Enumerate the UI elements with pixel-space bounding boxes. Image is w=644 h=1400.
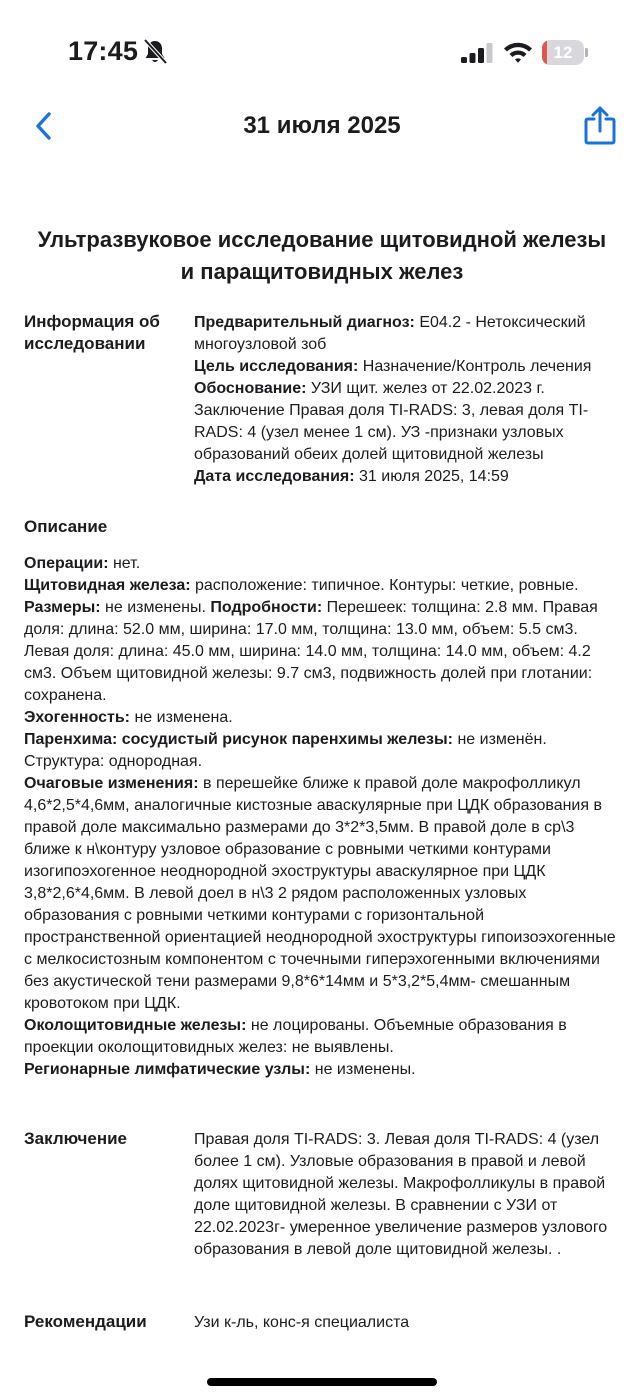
diagnosis-row (194, 312, 626, 356)
diagnosis-label: Предварительный диагноз: (194, 314, 415, 331)
basis-label: Обоснование: (194, 380, 307, 397)
share-button[interactable] (580, 104, 620, 146)
details-value: Перешеек: толщина: 2.8 мм. Правая доля: длина: 52.0 мм, ширина: 17.0 мм, толщина: 13.0 мм, объем: 5.5 см3. Левая доля: длина: 45.0 мм, ширина: 14.0 мм, толщина: 14.0 мм, объем: 4.2 см3. Объем щитовидной железы: 9.7 см3, подвижность долей при глотании: сохранена. (24, 599, 598, 704)
page-title: 31 июля 2025 (243, 112, 401, 139)
wifi-icon (503, 40, 533, 64)
recommendations-value: Узи к-ль, конс-я специалиста (194, 1314, 410, 1331)
focal-changes-row (24, 773, 624, 1015)
parathyroid-row (24, 1015, 624, 1059)
echogenicity-label: Эхогенность: (24, 709, 131, 726)
operations-value: нет. (108, 555, 141, 572)
sizes-label: Размеры: (24, 599, 101, 616)
details-label: Подробности: (210, 599, 323, 616)
status-bar (0, 0, 644, 100)
parenchyma-row (24, 729, 624, 773)
home-indicator[interactable] (207, 1378, 437, 1386)
share-icon (580, 104, 620, 146)
status-time: 17:45 (68, 36, 139, 66)
sizes-row (24, 597, 624, 707)
parathyroid-label: Околощитовидные железы: (24, 1017, 247, 1034)
document-title: Ультразвуковое исследование щитовидной железы и паращитовидных желез (37, 227, 607, 284)
parenchyma-value: не изменён. Структура: однородная. (24, 731, 547, 770)
focal-changes-value: в перешейке ближе к правой доле макрофолликул 4,6*2,5*4,6мм, аналогичные кистозные аваскулярные при ЦДК образования в правой доле максимально размерами до 3*2*3,5мм. В правой доле в ср\3 ближе к н\контуру узловое образование с ровными четкими контурами изогипоэхогенное неоднородной эхоструктуры аваскулярное при ЦДК 3,8*2,6*4,6мм. В левой доел в н\3 2 рядом расположенных узловых образования с ровными четкими контурами с горизонтальной пространственной ориентацией неоднородной эхоструктуры гипоизоэхогенные с мелкосистозным компонентом с точечными гиперэхогенными включениями без акустической тени размерами 9,8*6*14мм и 5*3,2*5,4мм- смешанным кровотоком при ЦДК. (24, 775, 616, 1012)
operations-label: Операции: (24, 555, 109, 572)
date-row (194, 466, 626, 488)
battery-level: 12 (553, 43, 573, 62)
info-section-label: Информация об исследовании (24, 312, 160, 353)
sizes-value: не изменены. (100, 599, 211, 616)
battery-tip (585, 48, 588, 57)
purpose-value: Назначение/Контроль лечения (358, 358, 592, 375)
echogenicity-value: не изменена. (130, 709, 233, 726)
focal-changes-label: Очаговые изменения: (24, 775, 199, 792)
info-section-content (194, 312, 626, 488)
thyroid-row (24, 575, 624, 597)
conclusion-label: Заключение (24, 1129, 127, 1148)
basis-value: УЗИ щит. желез от 22.02.2023 г. Заключение Правая доля TI-RADS: 3, левая доля TI-RADS: 4 (узел менее 1 см). УЗ -признаки узловых образований обеих долей щитовидной железы (194, 380, 589, 463)
conclusion-value: Правая доля TI-RADS: 3. Левая доля TI-RADS: 4 (узел более 1 см). Узловые образования в правой и левой долях щитовидной железы. Макрофолликулы в правой доле щитовидной железы. В сравнении с УЗИ от 22.02.2023г- умеренное увеличение размеров узлового образования в левой доле щитовидной железы. . (194, 1131, 608, 1258)
cellular-signal-icon (461, 43, 493, 63)
thyroid-label: Щитовидная железа: (24, 577, 191, 594)
parenchyma-label: Паренхима: сосудистый рисунок паренхимы железы: (24, 731, 453, 748)
date-label: Дата исследования: (194, 468, 355, 485)
diagnosis-value: E04.2 - Нетоксический многоузловой зоб (194, 314, 586, 353)
date-value: 31 июля 2025, 14:59 (354, 468, 509, 485)
battery-body (542, 40, 584, 65)
lymph-nodes-row (24, 1059, 624, 1081)
lymph-nodes-value: не изменены. (310, 1061, 416, 1078)
navigation-bar (0, 100, 644, 160)
battery-indicator (542, 40, 588, 65)
echogenicity-row (24, 707, 624, 729)
description-content (24, 553, 624, 1081)
parathyroid-value: не лоцированы. Объемные образования в проекции околощитовидных желез: не выявлены. (24, 1017, 567, 1056)
bell-slash-icon (142, 38, 168, 66)
operations-row (24, 553, 624, 575)
purpose-label: Цель исследования: (194, 358, 359, 375)
thyroid-value: расположение: типичное. Контуры: четкие, ровные. (190, 577, 579, 594)
description-heading: Описание (24, 517, 108, 536)
lymph-nodes-label: Регионарные лимфатические узлы: (24, 1061, 311, 1078)
basis-row (194, 378, 626, 466)
recommendations-label: Рекомендации (24, 1312, 147, 1331)
purpose-row (194, 356, 626, 378)
